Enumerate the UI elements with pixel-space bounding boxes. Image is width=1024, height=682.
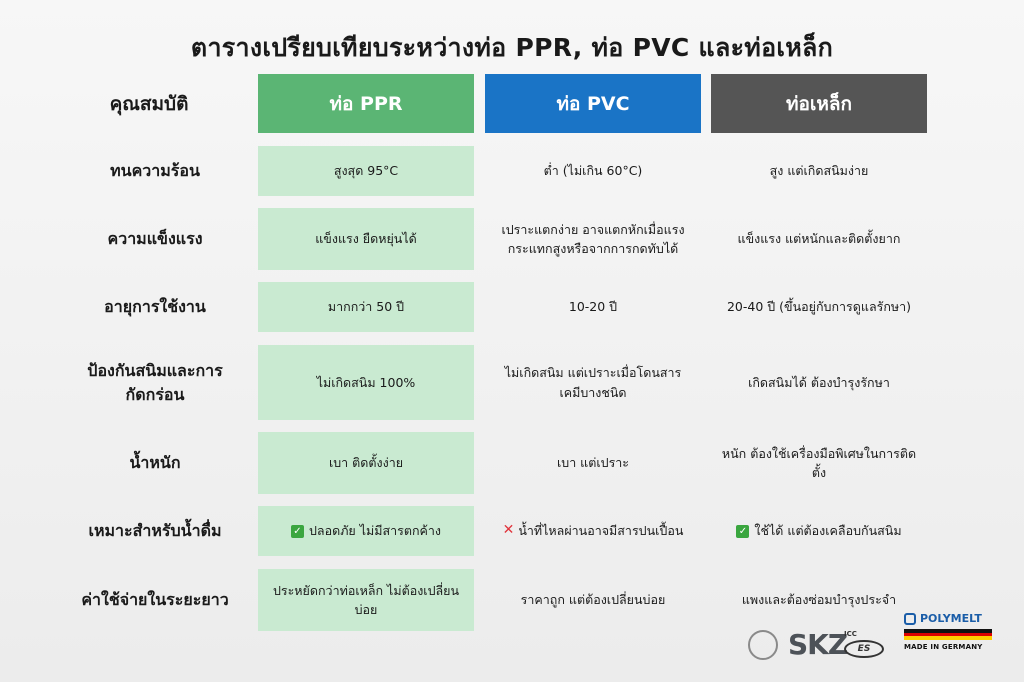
- row-label: ทนความร้อน: [110, 161, 200, 181]
- header-ppr: ท่อ PPR: [258, 74, 474, 133]
- cell-ppr: ประหยัดกว่าท่อเหล็ก ไม่ต้องเปลี่ยนบ่อย: [258, 569, 474, 631]
- row-label: น้ำหนัก: [129, 453, 181, 473]
- icc-es-logo: ICC ES: [842, 630, 886, 660]
- seal-logo: [748, 630, 778, 660]
- cell-text: น้ำที่ไหลผ่านอาจมีสารปนเปื้อน: [518, 523, 684, 539]
- cell-pvc: ไม่เกิดสนิม แต่เปราะเมื่อโดนสารเคมีบางชนิด: [504, 365, 682, 400]
- skz-logo: SKZ: [788, 628, 848, 661]
- row-label: เหมาะสำหรับน้ำดื่ม: [88, 521, 222, 541]
- cell-ppr: แข็งแรง ยืดหยุ่นได้: [258, 208, 474, 270]
- check-icon: ✓: [291, 525, 304, 538]
- row-label: อายุการใช้งาน: [104, 297, 206, 317]
- cell-text: ใช้ได้ แต่ต้องเคลือบกันสนิม: [754, 523, 902, 539]
- row-label: ป้องกันสนิมและการกัดกร่อน: [87, 361, 223, 404]
- check-icon: ✓: [736, 525, 749, 538]
- certification-logos: [748, 612, 998, 672]
- cell-steel: แข็งแรง แต่หนักและติดตั้งยาก: [737, 231, 901, 247]
- german-flag-icon: [904, 629, 992, 640]
- page-title: ตารางเปรียบเทียบระหว่างท่อ PPR, ท่อ PVC และท่อเหล็ก: [190, 33, 834, 62]
- cell-pvc: เปราะแตกง่าย อาจแตกหักเมื่อแรงกระแทกสูงหรือจากการกดทับได้: [501, 221, 685, 256]
- cell-steel: [711, 506, 927, 556]
- row-label: ความแข็งแรง: [107, 229, 203, 249]
- cell-text: ปลอดภัย ไม่มีสารตกค้าง: [308, 523, 442, 539]
- cell-ppr: ไม่เกิดสนิม 100%: [258, 345, 474, 420]
- cell-pvc: เบา แต่เปราะ: [556, 455, 630, 471]
- header-property: คุณสมบัติ: [109, 92, 189, 115]
- cell-steel: แพงและต้องซ่อมบำรุงประจำ: [741, 592, 897, 608]
- polymelt-logo: POLYMELT MADE IN GERMANY: [904, 612, 998, 672]
- header-pvc: ท่อ PVC: [485, 74, 701, 133]
- cell-pvc: ราคาถูก แต่ต้องเปลี่ยนบ่อย: [520, 592, 666, 608]
- cell-ppr: [258, 506, 474, 556]
- cross-icon: ✕: [502, 522, 515, 539]
- cell-steel: หนัก ต้องใช้เครื่องมือพิเศษในการติดตั้ง: [721, 445, 917, 480]
- cell-steel: เกิดสนิมได้ ต้องบำรุงรักษา: [748, 374, 890, 390]
- polymelt-hex-icon: [904, 613, 916, 625]
- cell-pvc: ต่ำ (ไม่เกิน 60°C): [543, 163, 643, 179]
- cell-steel: สูง แต่เกิดสนิมง่าย: [769, 163, 869, 179]
- cell-steel: 20-40 ปี (ขึ้นอยู่กับการดูแลรักษา): [726, 299, 912, 315]
- cell-ppr: มากกว่า 50 ปี: [258, 282, 474, 332]
- row-label: ค่าใช้จ่ายในระยะยาว: [81, 590, 229, 610]
- cell-pvc: 10-20 ปี: [568, 299, 618, 315]
- cell-ppr: สูงสุด 95°C: [258, 146, 474, 196]
- made-in-germany-label: MADE IN GERMANY: [904, 643, 983, 651]
- header-steel: ท่อเหล็ก: [711, 74, 927, 133]
- cell-pvc: [485, 506, 701, 556]
- cell-ppr: เบา ติดตั้งง่าย: [258, 432, 474, 494]
